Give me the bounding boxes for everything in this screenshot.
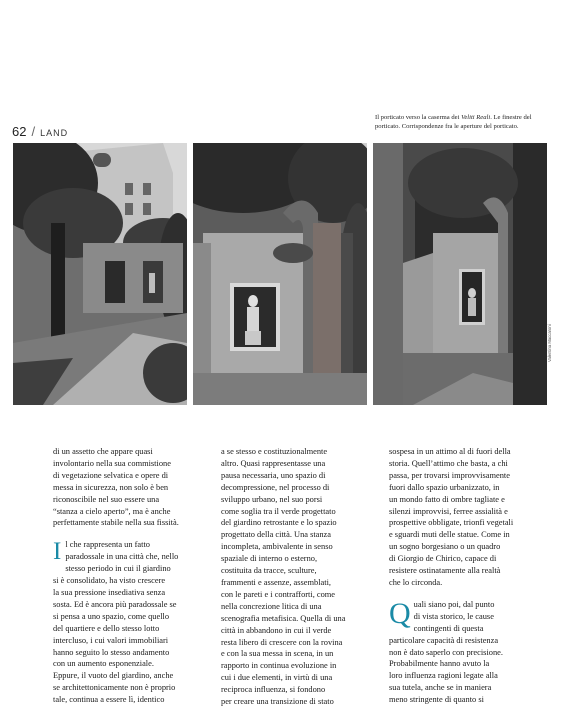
col1-line: con un aumento esponenziale. [53,659,154,669]
col3-line: un mondo fatto di ombre tagliate e [389,494,505,504]
col1-line: paradossale in una città che, nello [65,552,179,562]
text-column-1 [53,446,217,706]
section-title: LAND [40,128,69,138]
col1-line: Eppure, il vuoto del giardino, anche [53,671,174,681]
col1-line: l che rappresenta un fatto [65,540,150,550]
col2-line: altro. Quasi rappresentasse una [221,458,326,468]
col3-line: sua tutela, anche se in maniera [389,683,492,693]
col2-line: città in abbandono in cui il verde [221,625,332,635]
dropcap-i: I [53,538,62,566]
photo-window-statue [193,143,367,405]
col1-line: perfettamente stabile nella sua fissità. [53,518,179,528]
col3-line: sospesa in un attimo al di fuori della [389,447,511,456]
col1-line: si pensa a uno spazio, come quello [53,611,170,621]
col2-line: progettato della città. Una stanza [221,530,331,540]
col3-line: resistere ostinatamente alla realtà [389,566,501,576]
col3-line: meno stringente di quanto si [389,695,484,705]
col2-line: del giardino retrostante e lo spazio [221,518,337,528]
text-column-3 [389,446,553,706]
col3-line: passa, per trovarsi improvvisamente [389,470,510,480]
col3-line: di Giorgio de Chirico, capace di [389,554,497,564]
col1-line: intercluso, i cui valori immobiliari [53,635,169,645]
dropcap-q: Q [389,596,411,630]
caption-emphasis: Veliti Reali [461,114,491,121]
col3-line: Probabilmente hanno avuto la [389,659,490,669]
col1-line: se architettonicamente non è proprio [53,683,176,693]
col2-line: come soglia tra il verde progettato [221,506,336,516]
col1-line: hanno seguito lo stesso andamento [53,647,170,657]
col3-line: prospettive obbligate, trionfi vegetali [389,518,514,528]
photo-caption [375,114,545,131]
photo-credit: Valentina Maccaroni [547,324,552,362]
text-column-2 [221,446,385,708]
col2-line: sviluppo urbano, nel suo porsi [221,494,323,504]
col3-line: e sguardi muti delle statue. Come in [389,530,510,540]
col2-line: costituita da tracce, sculture, [221,566,317,576]
col2-line: pausa necessaria, uno spazio di [221,470,326,480]
page-number: 62 [12,124,27,139]
page-header [12,124,68,140]
col3-line: uali siano poi, dal punto [413,599,495,609]
col1-line: del quartiere e dello stesso lotto [53,623,160,633]
col1-line: di vegetazione selvatica e opere di [53,470,169,480]
col3-line: di vista storico, le cause [413,611,494,621]
col1-line: riconoscibile nel suo essere una [53,494,160,504]
col2-line: resta libero di crescere con la rovina [221,637,343,647]
col2-line: spaziale di interno o esterno, [221,554,318,564]
photo-portico-barracks [13,143,187,405]
col3-line: fuori dallo spazio urbanizzato, in [389,482,500,492]
col3-line: che lo circonda. [389,577,443,587]
col2-line: reciproca influenza, si fondono [221,685,326,695]
col3-line: silenzi improvvisi, ferree assialità e [389,506,508,516]
col1-line: si è consolidato, ha visto crescere [53,576,166,586]
col3-line: un sogno borgesiano o un quadro [389,542,501,552]
col2-line: scenografia metafisica. Quella di una [221,613,346,623]
col3-line: non è dato saperlo con precisione. [389,647,503,657]
col3-line: contingenti di questa [413,623,484,633]
col2-line: incompleta, ambivalente in senso [221,542,333,552]
photo-portico-openings [373,143,547,405]
col1-line: di un assetto che appare quasi [53,447,153,456]
caption-rest: . Le finestre del porticato. Corrispondenze fra le aperture del porticato. [375,114,532,130]
col3-line: storia. Quell’attimo che basta, a chi [389,458,508,468]
col1-line: sosta. Ed è ancora più paradossale se [53,599,177,609]
col1-line: la sua pressione insediativa senza [53,587,166,597]
col3-line: loro influenza ragioni legate alla [389,671,498,681]
col2-line: frammenti e assenze, assemblati, [221,577,331,587]
col2-line: per creare una transizione di stato [221,697,334,707]
col2-line: decompressione, nel processo di [221,482,330,492]
caption-prefix: Il porticato verso la caserma dei [375,114,462,121]
col2-line: a se stesso e costituzionalmente [221,447,328,456]
col3-line: particolare capacità di resistenza [389,635,499,645]
col1-line: messa in sicurezza, non solo è ben [53,482,169,492]
col2-line: e con la sua messa in scena, in un [221,649,334,659]
col2-line: cui i due elementi, in virtù di una [221,673,333,683]
col1-line: involontario nella sua commistione [53,458,171,468]
col1-line: tale, continua a essere lì, identico [53,695,165,705]
col2-line: nella concrezione litica di una [221,601,322,611]
col2-line: con le pareti e i contrafforti, come [221,589,336,599]
col1-line: “stanza a cielo aperto”, ma è anche [53,506,171,516]
col2-line: rapporto in continua evoluzione in [221,661,337,671]
header-separator: / [31,124,36,139]
col1-line: stesso periodo in cui il giardino [65,564,171,574]
